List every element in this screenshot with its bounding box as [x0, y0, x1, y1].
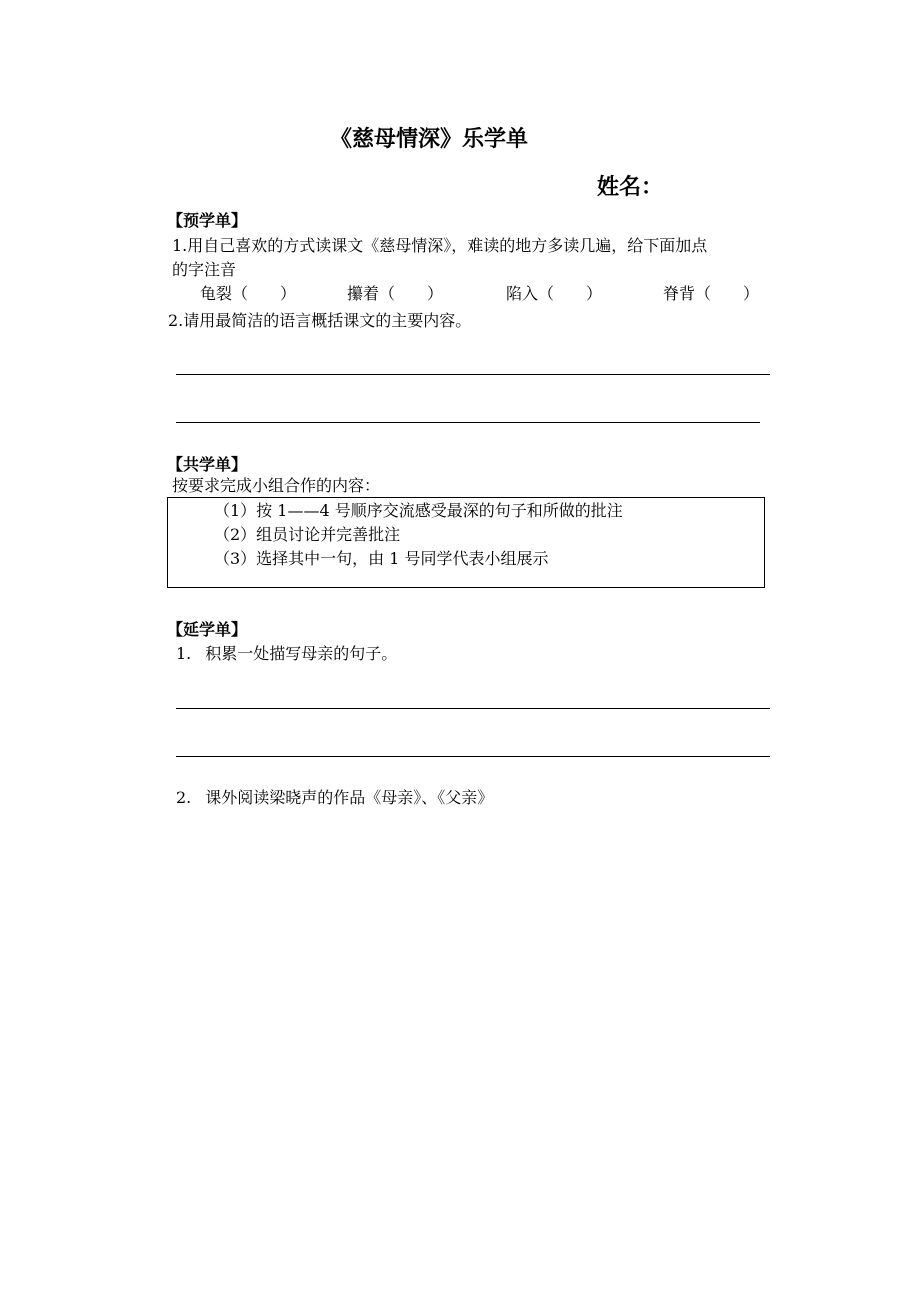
- pinyin-blank[interactable]: （ ）: [538, 284, 603, 303]
- extend-item-1-text: 积累一处描写母亲的句子。: [205, 644, 398, 663]
- answer-line-summary-2[interactable]: [176, 422, 760, 423]
- pinyin-word: 脊背: [663, 284, 696, 303]
- extend-item-2-number: 2.: [176, 788, 192, 807]
- pinyin-word: 攥着: [347, 284, 380, 303]
- pinyin-blank[interactable]: （ ）: [379, 284, 444, 303]
- preview-q2: 2.请用最简洁的语言概括课文的主要内容。: [168, 311, 472, 330]
- group-step-3: （3）选择其中一句，由 1 号同学代表小组展示: [214, 549, 549, 568]
- preview-q1-line1: 1.用自己喜欢的方式读课文《慈母情深》，难读的地方多读几遍，给下面加点: [172, 236, 708, 255]
- answer-line-summary-1[interactable]: [176, 374, 770, 375]
- pinyin-word: 龟裂: [200, 284, 233, 303]
- cooperate-intro: 按要求完成小组合作的内容：: [172, 476, 381, 495]
- group-step-2: （2）组员讨论并完善批注: [214, 525, 401, 544]
- extend-item-1: [176, 642, 397, 666]
- cooperate-heading: 【共学单】: [167, 455, 248, 474]
- pinyin-item-4: [663, 282, 759, 306]
- answer-line-sentence-2[interactable]: [176, 756, 770, 757]
- pinyin-item-1: [200, 282, 296, 306]
- group-step-1: （1）按 1——4 号顺序交流感受最深的句子和所做的批注: [214, 501, 623, 520]
- extend-item-2: [176, 786, 493, 810]
- pinyin-blank[interactable]: （ ）: [232, 284, 297, 303]
- pinyin-word: 陷入: [506, 284, 539, 303]
- pinyin-item-2: [347, 282, 443, 306]
- extend-item-2-text: 课外阅读梁晓声的作品《母亲》、《父亲》: [205, 788, 494, 807]
- answer-line-sentence-1[interactable]: [176, 708, 770, 709]
- extend-heading: 【延学单】: [167, 620, 248, 639]
- preview-heading: 【预学单】: [167, 211, 248, 230]
- name-label: 姓名：: [597, 175, 664, 200]
- pinyin-item-3: [506, 282, 602, 306]
- page-title: 《慈母情深》乐学单: [330, 127, 529, 152]
- pinyin-blank[interactable]: （ ）: [695, 284, 760, 303]
- preview-q1-line2: 的字注音: [172, 260, 237, 279]
- extend-item-1-number: 1.: [176, 644, 192, 663]
